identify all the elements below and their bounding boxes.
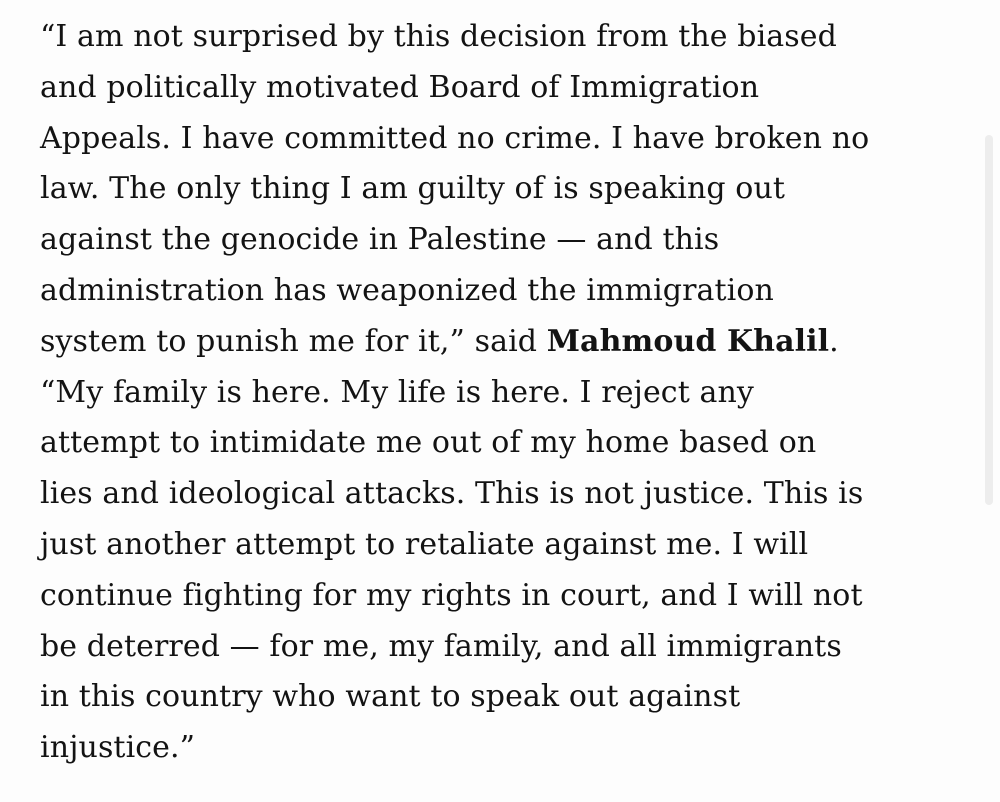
quote-line <box>40 723 970 774</box>
quote-text-segment: lies and ideological attacks. This is not justice. This is <box>40 476 864 512</box>
quote-line <box>40 622 970 673</box>
quote-text-segment: attempt to intimidate me out of my home based on <box>40 425 817 461</box>
quote-text-segment: against the genocide in Palestine — and this <box>40 222 720 258</box>
quote-line <box>40 418 970 469</box>
quote-line <box>40 571 970 622</box>
quote-line <box>40 317 970 368</box>
quote-text-segment: in this country who want to speak out against <box>40 679 741 715</box>
quote-text-segment: law. The only thing I am guilty of is speaking out <box>40 171 786 207</box>
quote-text-segment: be deterred — for me, my family, and all immigrants <box>40 628 842 664</box>
quote-text-segment: injustice.” <box>40 730 196 766</box>
quote-line <box>40 63 970 114</box>
quote-speaker-name: Mahmoud Khalil <box>546 323 830 359</box>
quote-paragraph <box>40 12 970 774</box>
quote-line <box>40 164 970 215</box>
quote-line <box>40 215 970 266</box>
quote-line <box>40 368 970 419</box>
quote-text-segment: Appeals. I have committed no crime. I have broken no <box>40 120 870 156</box>
quote-line <box>40 672 970 723</box>
quote-line <box>40 114 970 165</box>
quote-line <box>40 469 970 520</box>
quote-text-segment: “I am not surprised by this decision from the biased <box>40 19 837 54</box>
quote-text-segment: . <box>829 323 839 359</box>
quote-text-segment: administration has weaponized the immigration <box>40 272 774 308</box>
quote-text-segment: and politically motivated Board of Immigration <box>40 69 760 105</box>
quote-line <box>40 266 970 317</box>
quote-text-segment: continue fighting for my rights in court, and I will not <box>40 577 863 613</box>
quote-text-segment: just another attempt to retaliate against me. I will <box>40 526 809 562</box>
quote-text-segment: system to punish me for it,” said <box>40 323 547 359</box>
quote-line <box>40 12 970 63</box>
quote-text-segment: “My family is here. My life is here. I reject any <box>40 374 754 410</box>
quote-line <box>40 520 970 571</box>
scrollbar-thumb[interactable] <box>985 135 993 505</box>
